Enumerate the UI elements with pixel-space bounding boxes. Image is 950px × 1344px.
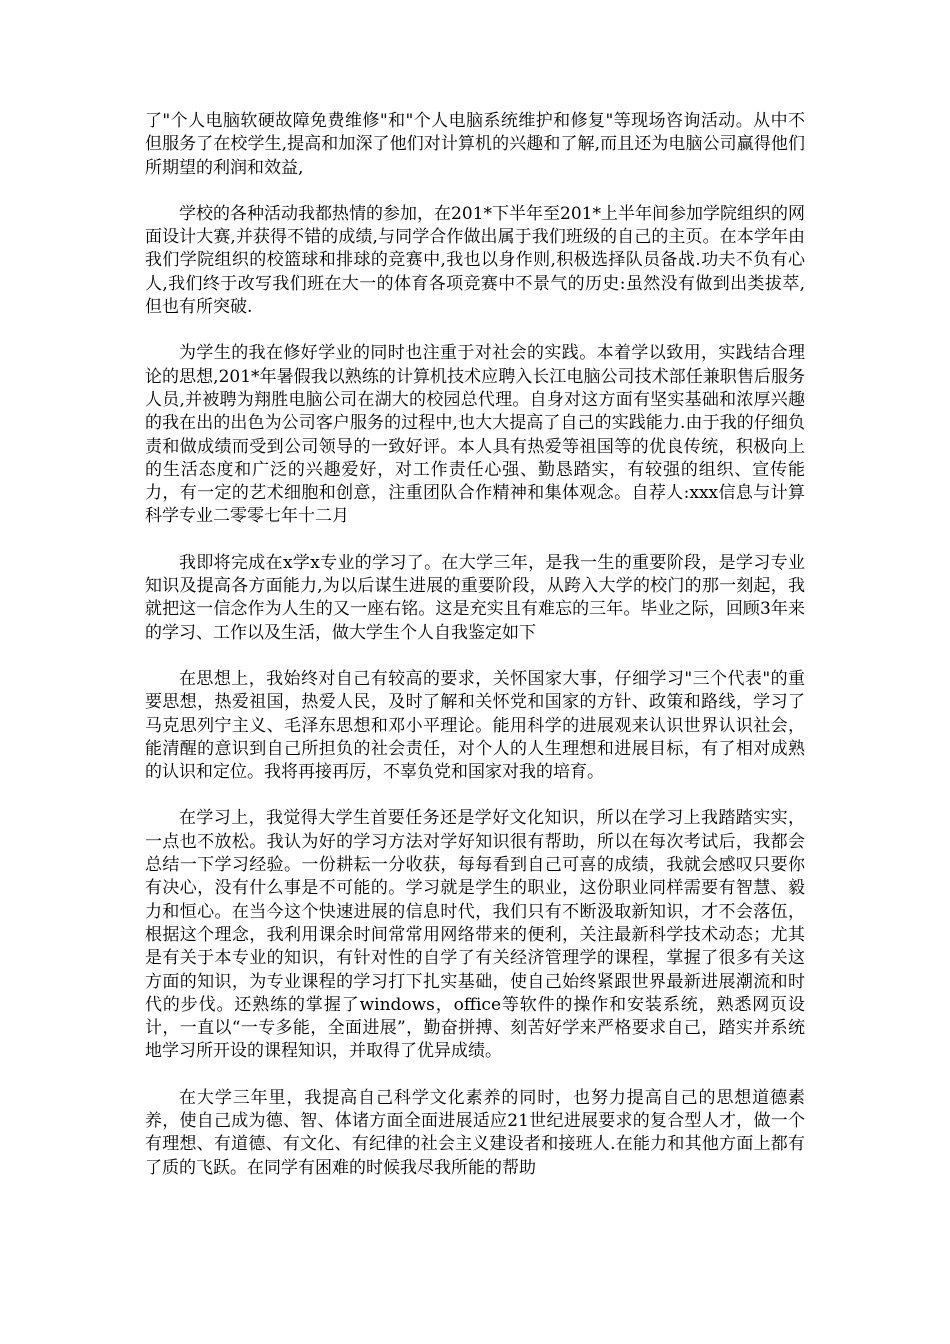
document-body	[145, 110, 805, 1203]
paragraph-social-practice: 为学生的我在修好学业的同时也注重于对社会的实践。本着学以致用，实践结合理论的思想,201*年暑假我以熟练的计算机技术应聘入长江电脑公司技术部任兼职售后服务人员,并被聘为翔胜电脑公司在湖大的校园总代理。自身对这方面有坚实基础和浓厚兴趣的我在出的出色为公司客户服务的过程中,也大大提高了自己的实践能力.由于我的仔细负责和做成绩而受到公司领导的一致好评。本人具有热爱等祖国等的优良传统，积极向上的生活态度和广泛的兴趣爱好，对工作责任心强、勤恳踏实，有较强的组织、宣传能力，有一定的艺术细胞和创意，注重团队合作精神和集体观念。自荐人:xxx信息与计算科学专业二零零七年十二月	[145, 343, 805, 527]
paragraph-self-assessment-intro: 我即将完成在x学x专业的学习了。在大学三年，是我一生的重要阶段，是学习专业知识及提高各方面能力,为以后谋生进展的重要阶段，从跨入大学的校门的那一刻起，我就把这一信念作为人生的又一座右铭。这是充实且有难忘的三年。毕业之际，回顾3年来的学习、工作以及生活，做大学生个人自我鉴定如下	[145, 552, 805, 643]
paragraph-school-activities: 学校的各种活动我都热情的参加，在201*下半年至201*上半年间参加学院组织的网面设计大赛,并获得不错的成绩,与同学合作做出属于我们班级的自己的主页。在本学年由我们学院组织的校篮球和排球的竞赛中,我也以身作则,积极选择队员备战.功夫不负有心人,我们终于改写我们班在大一的体育各项竞赛中不景气的历史:虽然没有做到出类拔萃,但也有所突破.	[145, 203, 805, 318]
paragraph-study: 在学习上，我觉得大学生首要任务还是学好文化知识，所以在学习上我踏踏实实，一点也不放松。我认为好的学习方法对学好知识很有帮助，所以在每次考试后，我都会总结一下学习经验。一份耕耘一分收获，每每看到自己可喜的成绩，我就会感叹只要你有决心，没有什么事是不可能的。学习就是学生的职业，这份职业同样需要有智慧、毅力和恒心。在当今这个快速进展的信息时代，我们只有不断汲取新知识，才不会落伍，根据这个理念，我利用课余时间常常用网络带来的便利，关注最新科学技术动态；尤其是有关于本专业的知识，有针对性的自学了有关经济管理学的课程，掌握了很多有关这方面的知识，为专业课程的学习打下扎实基础，使自己始终紧跟世界最新进展潮流和时代的步伐。还熟练的掌握了windows，office等软件的操作和安装系统，熟悉网页设计，一直以“一专多能，全面进展”，勤奋拼搏、刻苦好学来严格要求自己，踏实并系统地学习所开设的课程知识，并取得了优异成绩。	[145, 808, 805, 1062]
paragraph-ideology: 在思想上，我始终对自己有较高的要求，关怀国家大事，仔细学习"三个代表"的重要思想，热爱祖国，热爱人民，及时了解和关怀党和国家的方针、政策和路线，学习了马克思列宁主义、毛泽东思想和邓小平理论。能用科学的进展观来认识世界认识社会，能清醒的意识到自己所担负的社会责任，对个人的人生理想和进展目标，有了相对成熟的认识和定位。我将再接再厉，不辜负党和国家对我的培育。	[145, 668, 805, 783]
paragraph-computer-repair-service: 了"个人电脑软硬故障免费维修"和"个人电脑系统维护和修复"等现场咨询活动。从中不但服务了在校学生,提高和加深了他们对计算机的兴趣和了解,而且还为电脑公司赢得他们所期望的利润和效益,	[145, 111, 805, 178]
paragraph-three-years: 在大学三年里，我提高自己科学文化素养的同时，也努力提高自己的思想道德素养，使自己成为德、智、体诸方面全面进展适应21世纪进展要求的复合型人才，做一个有理想、有道德、有文化、有纪律的社会主义建设者和接班人.在能力和其他方面上都有了质的飞跃。在同学有困难的时候我尽我所能的帮助	[145, 1087, 805, 1178]
